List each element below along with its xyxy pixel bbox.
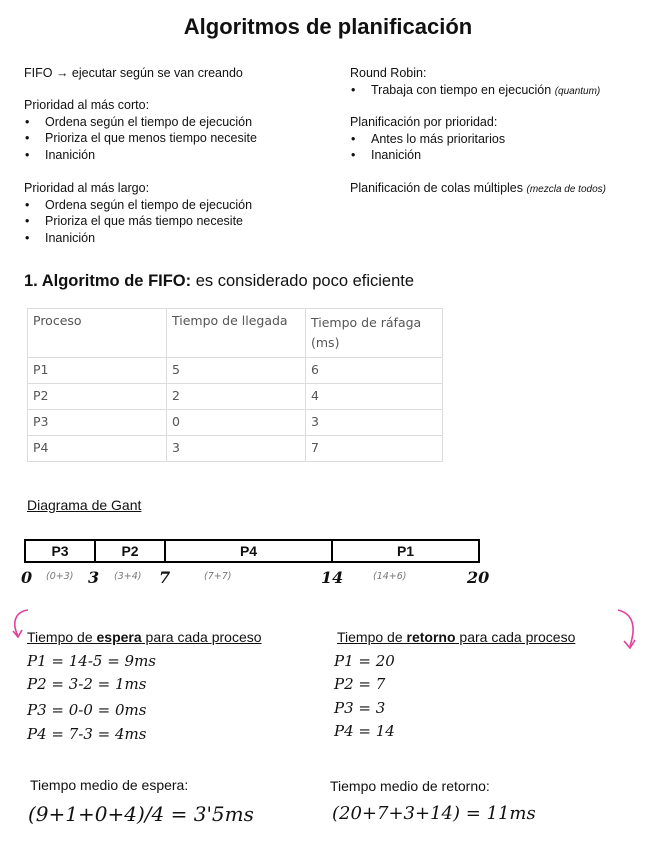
- multi-queue-note: (mezcla de todos): [526, 184, 606, 195]
- gantt-block-p3: P3: [24, 539, 96, 563]
- rr-item-text: Trabaja con tiempo en ejecución: [371, 82, 552, 97]
- return-heading-post: para cada proceso: [455, 629, 576, 645]
- gantt-note: (14+6): [373, 571, 407, 582]
- section-desc: es considerado poco eficiente: [195, 272, 415, 290]
- table-header-cell: Tiempo de ráfaga (ms): [306, 309, 443, 358]
- table-cell: 0: [167, 410, 306, 436]
- longest-priority-block: [24, 180, 324, 246]
- list-item: • Prioriza el que más tiempo necesite: [24, 213, 324, 230]
- table-row: [28, 384, 443, 410]
- wait-time-heading: [27, 629, 262, 645]
- curved-arrow-right-icon: [614, 606, 646, 652]
- gantt-tick: 3: [88, 568, 100, 587]
- list-item: [350, 82, 650, 101]
- list-item: • Ordena según el tiempo de ejecución: [24, 197, 324, 214]
- table-cell: P4: [28, 436, 167, 462]
- round-robin-block: [350, 65, 650, 100]
- return-heading-pre: Tiempo de: [337, 629, 407, 645]
- wait-heading-pre: Tiempo de: [27, 629, 97, 645]
- shortest-heading: Prioridad al más corto:: [24, 98, 150, 112]
- fifo-line: FIFO → ejecutar según se van creando: [24, 66, 243, 80]
- table-cell: 6: [306, 358, 443, 384]
- longest-heading: Prioridad al más largo:: [24, 181, 150, 195]
- table-cell: 3: [306, 410, 443, 436]
- section-title: 1. Algoritmo de FIFO:: [24, 272, 192, 290]
- avg-wait-formula: (9+1+0+4)/4 = 3'5ms: [28, 802, 254, 826]
- priority-heading: Planificación por prioridad:: [350, 115, 498, 129]
- return-time-heading: [337, 629, 575, 645]
- table-header-row: [28, 309, 443, 358]
- list-item: • Inanición: [24, 147, 324, 164]
- gantt-note: (7+7): [204, 571, 232, 582]
- list-item: • Ordena según el tiempo de ejecución: [24, 114, 324, 131]
- fifo-note: [24, 65, 324, 82]
- table-row: [28, 358, 443, 384]
- gantt-note: (0+3): [46, 571, 74, 582]
- table-row: [28, 410, 443, 436]
- avg-return-formula: (20+7+3+14) = 11ms: [332, 803, 536, 824]
- page-title: Algoritmos de planificación: [183, 14, 473, 39]
- table-cell: P1: [28, 358, 167, 384]
- table-header-cell: Tiempo de llegada: [167, 309, 306, 358]
- table-cell: P2: [28, 384, 167, 410]
- return-line-p4: P4 = 14: [334, 722, 395, 740]
- shortest-priority-block: [24, 97, 324, 163]
- round-robin-heading: Round Robin:: [350, 66, 427, 80]
- gantt-block-p4: P4: [164, 539, 333, 563]
- multi-queue-text: Planificación de colas múltiples: [350, 181, 524, 195]
- table-header-cell: Proceso: [28, 309, 167, 358]
- return-heading-bold: retorno: [406, 629, 456, 645]
- wait-line-p4: P4 = 7-3 = 4ms: [27, 725, 147, 743]
- gantt-block-p2: P2: [94, 539, 166, 563]
- multi-queue-block: [350, 180, 650, 199]
- list-item: • Inanición: [350, 147, 650, 164]
- list-item: • Antes lo más prioritarios: [350, 131, 650, 148]
- section-heading: [24, 272, 414, 291]
- gantt-tick: 20: [467, 568, 490, 587]
- wait-line-p3: P3 = 0-0 = 0ms: [27, 701, 147, 719]
- table-cell: 3: [167, 436, 306, 462]
- gantt-block-p1: P1: [331, 539, 480, 563]
- table-cell: 4: [306, 384, 443, 410]
- gantt-tick: 14: [321, 568, 344, 587]
- process-table: [27, 308, 443, 462]
- table-cell: 5: [167, 358, 306, 384]
- quantum-note: (quantum): [554, 85, 601, 97]
- table-cell: 2: [167, 384, 306, 410]
- avg-return-label: Tiempo medio de retorno:: [330, 778, 490, 794]
- return-line-p1: P1 = 20: [334, 652, 395, 670]
- return-line-p2: P2 = 7: [334, 675, 386, 693]
- table-cell: P3: [28, 410, 167, 436]
- gantt-tick: 0: [21, 568, 33, 587]
- list-item: • Prioriza el que menos tiempo necesite: [24, 130, 324, 147]
- wait-heading-bold: espera: [96, 629, 142, 645]
- table-row: [28, 436, 443, 462]
- gantt-note: (3+4): [114, 571, 142, 582]
- wait-line-p1: P1 = 14-5 = 9ms: [27, 652, 157, 670]
- table-cell: 7: [306, 436, 443, 462]
- return-line-p3: P3 = 3: [334, 699, 386, 717]
- list-item: • Inanición: [24, 230, 324, 247]
- priority-scheduling-block: [350, 114, 650, 164]
- gantt-title: Diagrama de Gant: [27, 497, 142, 513]
- avg-wait-label: Tiempo medio de espera:: [30, 777, 189, 793]
- wait-line-p2: P2 = 3-2 = 1ms: [27, 675, 147, 693]
- wait-heading-post: para cada proceso: [141, 629, 262, 645]
- gantt-tick: 7: [159, 568, 171, 587]
